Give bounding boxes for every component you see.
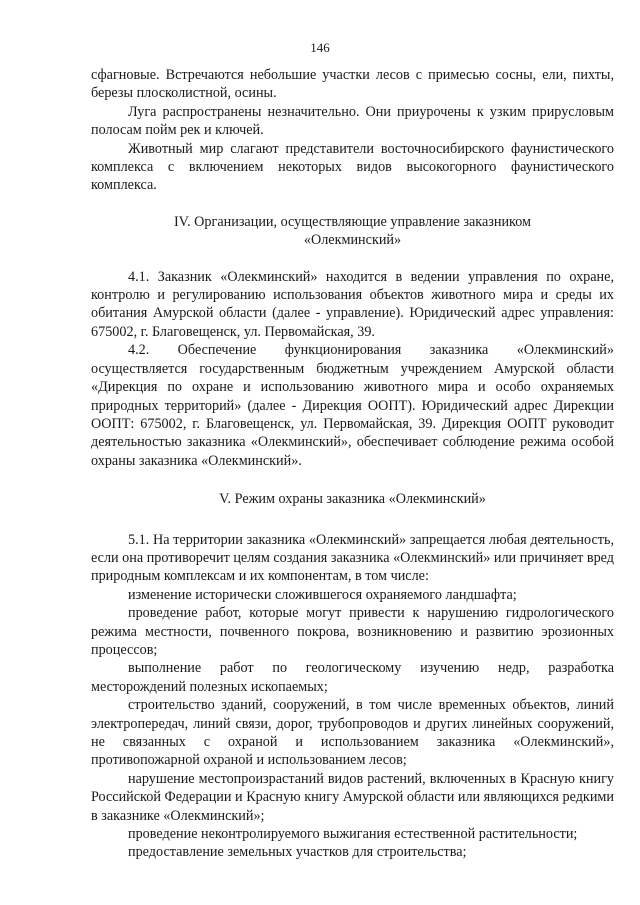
page-number: 146	[310, 40, 330, 55]
paragraph-meadows: Луга распространены незначительно. Они приурочены к узким прирусловым полосам пойм рек и ключей.	[91, 103, 614, 139]
section-4-heading: IV. Организации, осуществляющие управление заказником «Олекминский»	[173, 213, 532, 249]
list-item-burning: проведение неконтролируемого выжигания естественной растительности;	[128, 826, 578, 843]
paragraph-continuation: сфагновые. Встречаются небольшие участки лесов с примесью сосны, ели, пихты, березы плосколистной, осины.	[91, 67, 614, 102]
paragraph-5-1: 5.1. На территории заказника «Олекминский» запрещается любая деятельность, если она противоречит целям создания заказника «Олекминский» или причиняет вред природным комплексам и их компонентам, в том числе:	[91, 531, 614, 585]
list-item-plants: нарушение местопроизрастаний видов растений, включенных в Красную книгу Российской Федерации и Красную книгу Амурской области или являющихся редкими в заказнике «Олекминский»;	[91, 770, 614, 824]
document-body	[91, 66, 614, 862]
section-5-heading: V. Режим охраны заказника «Олекминский»	[219, 491, 486, 508]
paragraph-fauna: Животный мир слагают представители восточносибирского фаунистического комплекса с включением некоторых видов высокогорного фаунистического комплекса.	[91, 140, 614, 194]
list-item-hydrology: проведение работ, которые могут привести к нарушению гидрологического режима местности, почвенного покрова, возникновению и развитию эрозионных процессов;	[91, 605, 614, 658]
list-item-landscape: изменение исторически сложившегося охраняемого ландшафта;	[128, 586, 517, 603]
list-item-construction: строительство зданий, сооружений, в том числе временных объектов, линий электропередач, линий связи, дорог, трубопроводов и других линейных сооружений, не связанных с охраной и использованием заказника «Олекминский», противопожарной охраной и использованием лесов;	[91, 697, 614, 769]
list-item-land-plots: предоставление земельных участков для строительства;	[128, 844, 467, 861]
paragraph-4-2: 4.2. Обеспечение функционирования заказника «Олекминский» осуществляется государственным бюджетным учреждением Амурской области «Дирекция по охране и использованию животного мира и особо охраняемых природных территорий» (далее - Дирекция ООПТ). Юридический адрес Дирекции ООПТ: 675002, г. Благовещенск, ул. Первомайская, 39. Дирекция ООПТ руководит деятельностью заказника «Олекминский», обеспечивает соблюдение режима особой охраны заказника «Олекминский».	[91, 342, 614, 469]
list-item-geology: выполнение работ по геологическому изучению недр, разработка месторождений полезных ископаемых;	[91, 660, 614, 695]
paragraph-4-1: 4.1. Заказник «Олекминский» находится в ведении управления по охране, контролю и регулированию использования объектов животного мира и среды их обитания Амурской области (далее - управление). Юридический адрес управления: 675002, г. Благовещенск, ул. Первомайская, 39.	[91, 268, 614, 340]
